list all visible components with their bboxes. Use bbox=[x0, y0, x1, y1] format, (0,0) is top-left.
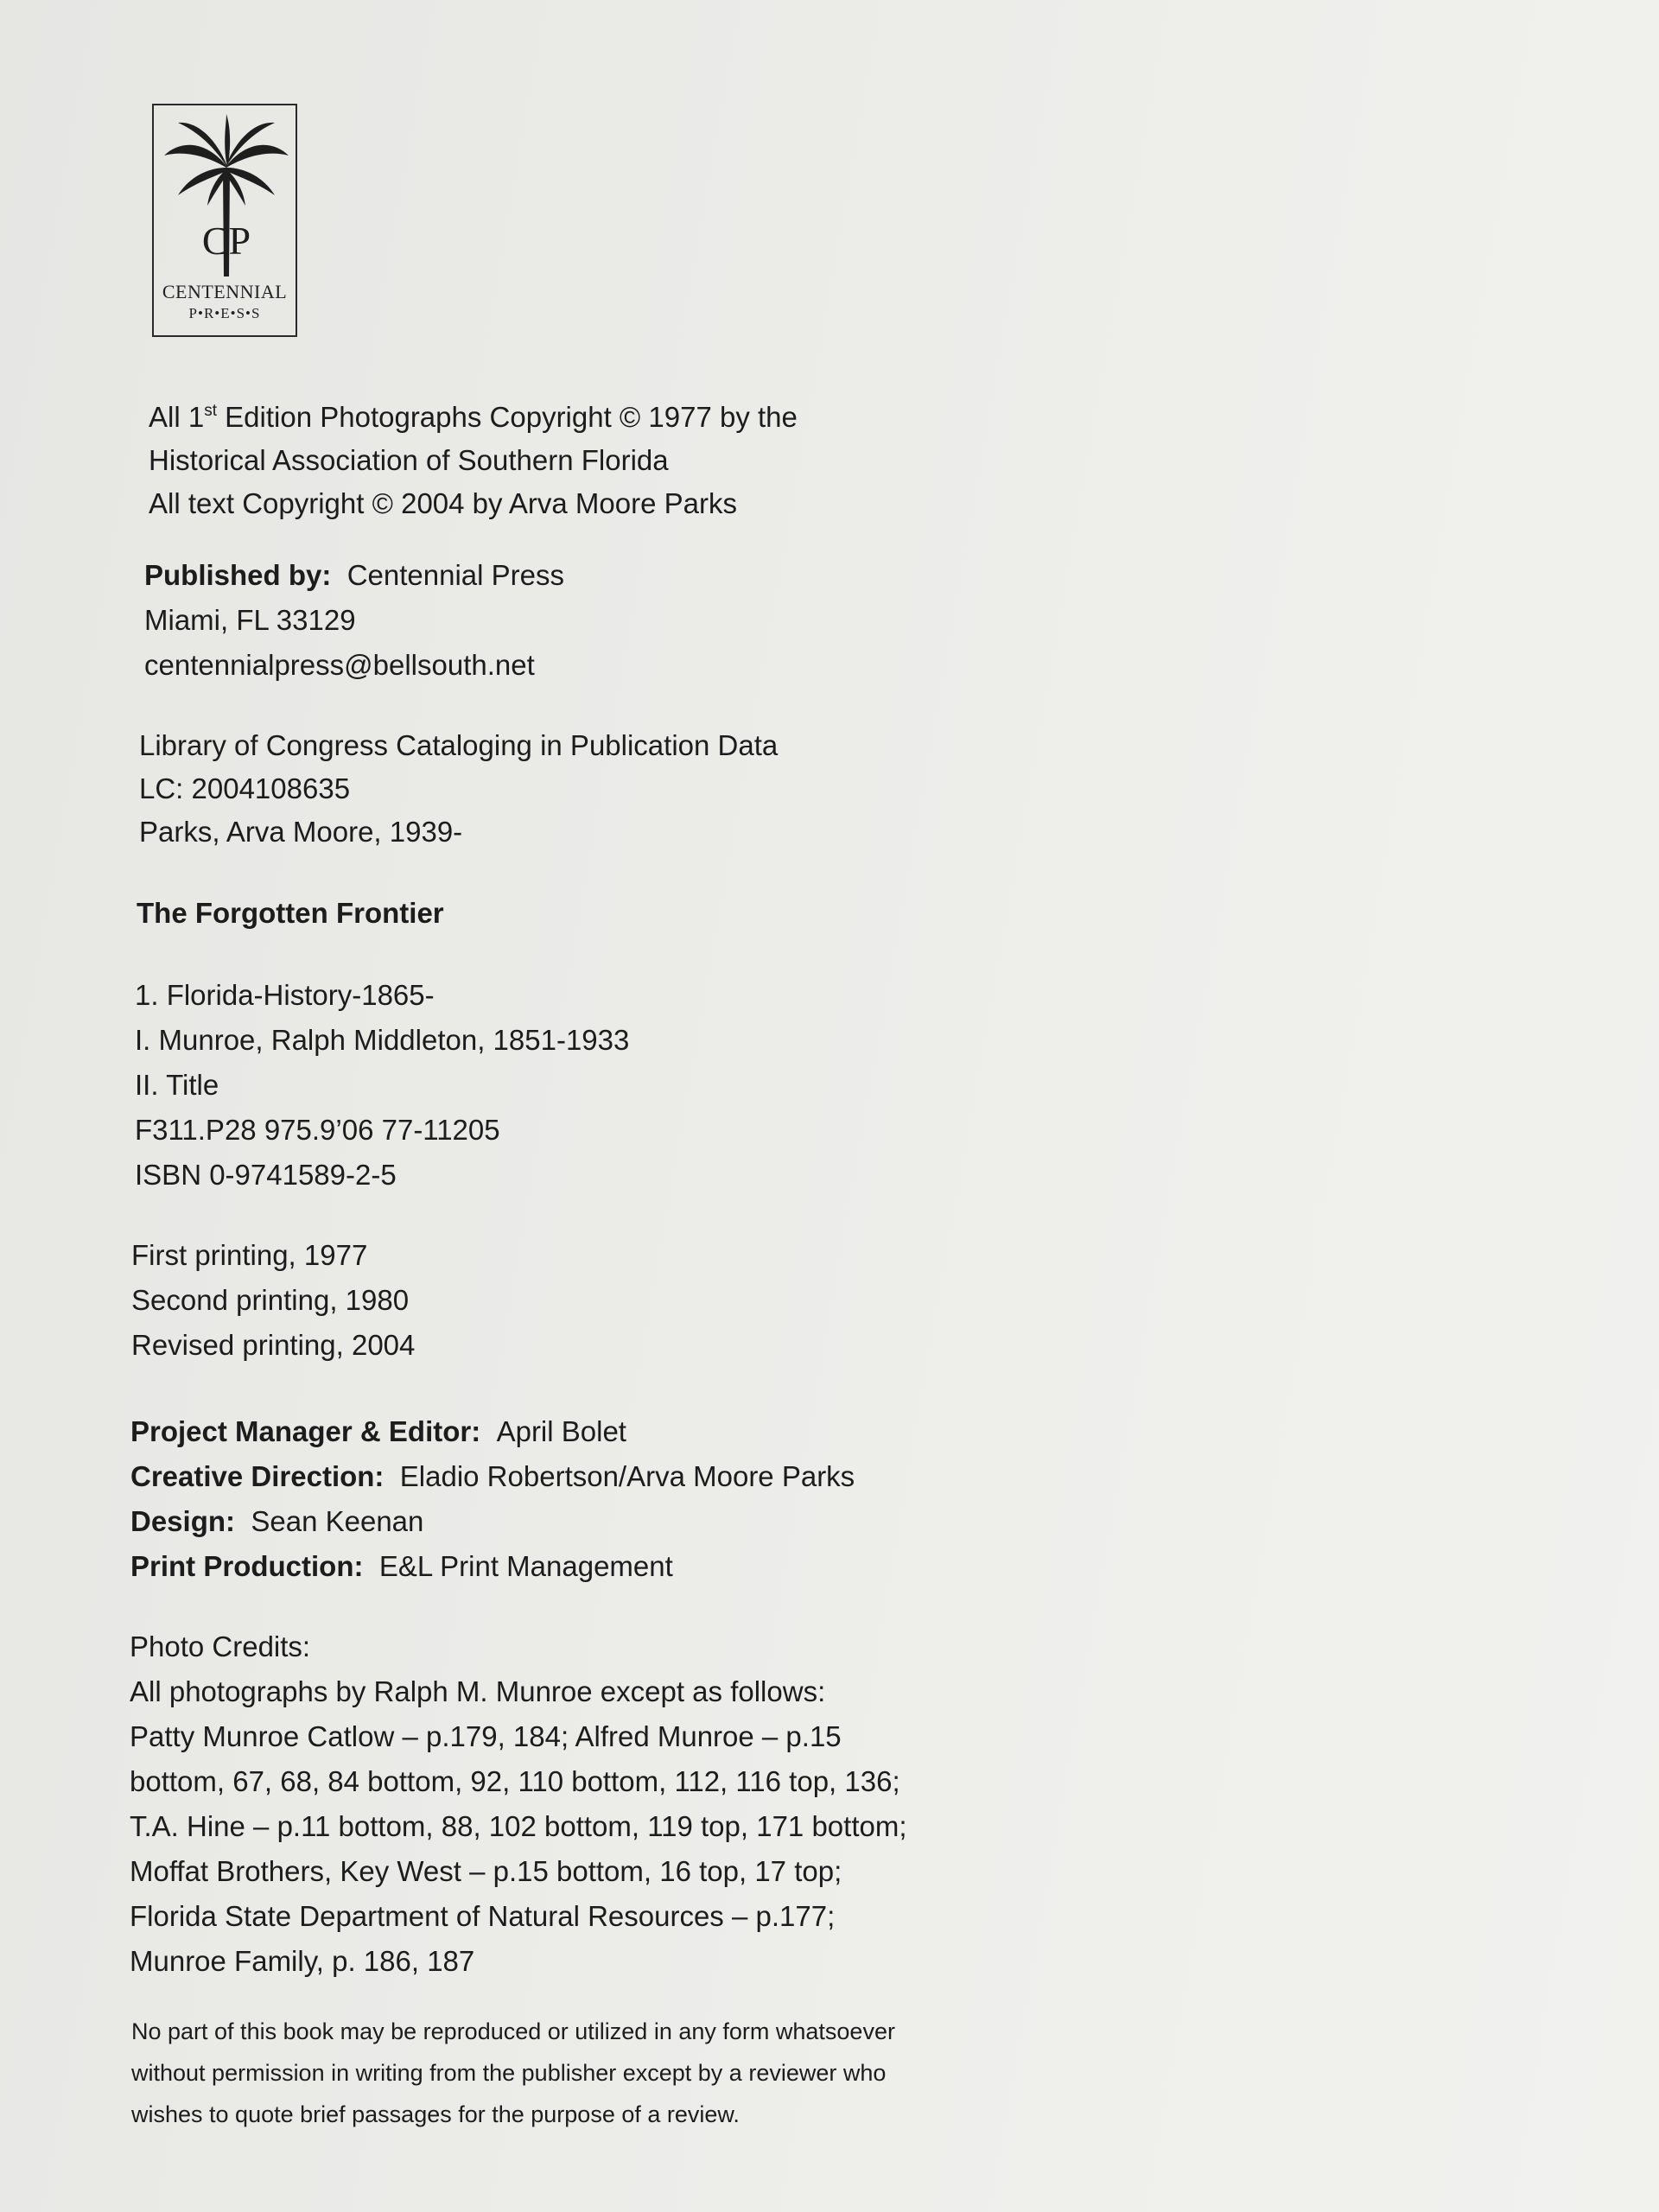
credit-value: Sean Keenan bbox=[251, 1505, 424, 1537]
subject-headings bbox=[135, 973, 629, 1198]
palm-tree-icon bbox=[154, 105, 299, 339]
credit-value: E&L Print Management bbox=[378, 1550, 673, 1582]
photo-credits bbox=[130, 1624, 907, 1984]
copyright-line-3: All text Copyright © 2004 by Arva Moore Parks bbox=[149, 487, 737, 519]
logo-name: CENTENNIAL bbox=[162, 281, 288, 302]
printing-line: First printing, 1977 bbox=[131, 1239, 368, 1271]
subject-line: II. Title bbox=[135, 1069, 219, 1101]
photo-credit-line: All photographs by Ralph M. Munroe except as follows: bbox=[130, 1675, 826, 1707]
credit-value: Eladio Robertson/Arva Moore Parks bbox=[399, 1460, 855, 1492]
logo-monogram: CP bbox=[201, 219, 251, 263]
catalog-data bbox=[139, 724, 778, 854]
publisher-info bbox=[144, 553, 564, 688]
credit-label: Project Manager & Editor: bbox=[130, 1415, 481, 1447]
subject-line: 1. Florida-History-1865- bbox=[135, 979, 435, 1011]
ordinal-superscript: st bbox=[204, 402, 217, 420]
legal-notice bbox=[131, 2011, 895, 2135]
catalog-line-2: LC: 2004108635 bbox=[139, 772, 351, 804]
credit-label: Print Production: bbox=[130, 1550, 364, 1582]
copyright-line-1-start: All 1 bbox=[149, 401, 205, 433]
credit-value: April Bolet bbox=[496, 1415, 626, 1447]
subject-line: F311.P28 975.9’06 77-11205 bbox=[135, 1114, 500, 1146]
production-credits bbox=[130, 1409, 855, 1589]
copyright-notice bbox=[149, 390, 798, 525]
catalog-line-1: Library of Congress Cataloging in Publication Data bbox=[139, 729, 779, 761]
publisher-name: Centennial Press bbox=[346, 559, 565, 591]
legal-line: No part of this book may be reproduced or utilized in any form whatsoever bbox=[131, 2018, 895, 2044]
photo-credit-line: Patty Munroe Catlow – p.179, 184; Alfred Munroe – p.15 bbox=[130, 1720, 842, 1752]
logo-subname: P•R•E•S•S bbox=[188, 305, 261, 321]
legal-line: without permission in writing from the publisher except by a reviewer who bbox=[131, 2060, 887, 2086]
photo-credit-line: bottom, 67, 68, 84 bottom, 92, 110 bottom, 112, 116 top, 136; bbox=[130, 1765, 900, 1797]
printing-line: Revised printing, 2004 bbox=[131, 1329, 416, 1361]
photo-credit-line: T.A. Hine – p.11 bottom, 88, 102 bottom, 119 top, 171 bottom; bbox=[130, 1810, 907, 1842]
credit-line bbox=[130, 1544, 855, 1589]
photo-credits-heading: Photo Credits: bbox=[130, 1630, 311, 1662]
isbn-line: ISBN 0-9741589-2-5 bbox=[135, 1159, 397, 1191]
printing-history bbox=[131, 1233, 415, 1368]
credit-line bbox=[130, 1409, 855, 1454]
publisher-logo bbox=[152, 104, 297, 337]
copyright-line-1 bbox=[149, 390, 798, 439]
photo-credit-line: Munroe Family, p. 186, 187 bbox=[130, 1945, 475, 1977]
photo-credit-line: Florida State Department of Natural Resources – p.177; bbox=[130, 1900, 836, 1932]
copyright-line-1-end: Edition Photographs Copyright © 1977 by the bbox=[216, 401, 798, 433]
credit-label: Creative Direction: bbox=[130, 1460, 385, 1492]
copyright-line-2: Historical Association of Southern Florida bbox=[149, 444, 669, 476]
photo-credit-line: Moffat Brothers, Key West – p.15 bottom, 16 top, 17 top; bbox=[130, 1855, 842, 1887]
credit-line bbox=[130, 1499, 855, 1544]
publisher-email: centennialpress@bellsouth.net bbox=[144, 649, 535, 681]
publisher-city: Miami, FL 33129 bbox=[144, 604, 356, 636]
book-title-block bbox=[137, 892, 444, 935]
publisher-label: Published by: bbox=[144, 559, 332, 591]
legal-line: wishes to quote brief passages for the purpose of a review. bbox=[131, 2101, 740, 2127]
publisher-line bbox=[144, 553, 564, 598]
catalog-line-3: Parks, Arva Moore, 1939- bbox=[139, 816, 463, 848]
credit-label: Design: bbox=[130, 1505, 236, 1537]
credit-line bbox=[130, 1454, 855, 1499]
printing-line: Second printing, 1980 bbox=[131, 1284, 410, 1316]
book-title: The Forgotten Frontier bbox=[137, 897, 444, 929]
subject-line: I. Munroe, Ralph Middleton, 1851-1933 bbox=[135, 1024, 630, 1056]
